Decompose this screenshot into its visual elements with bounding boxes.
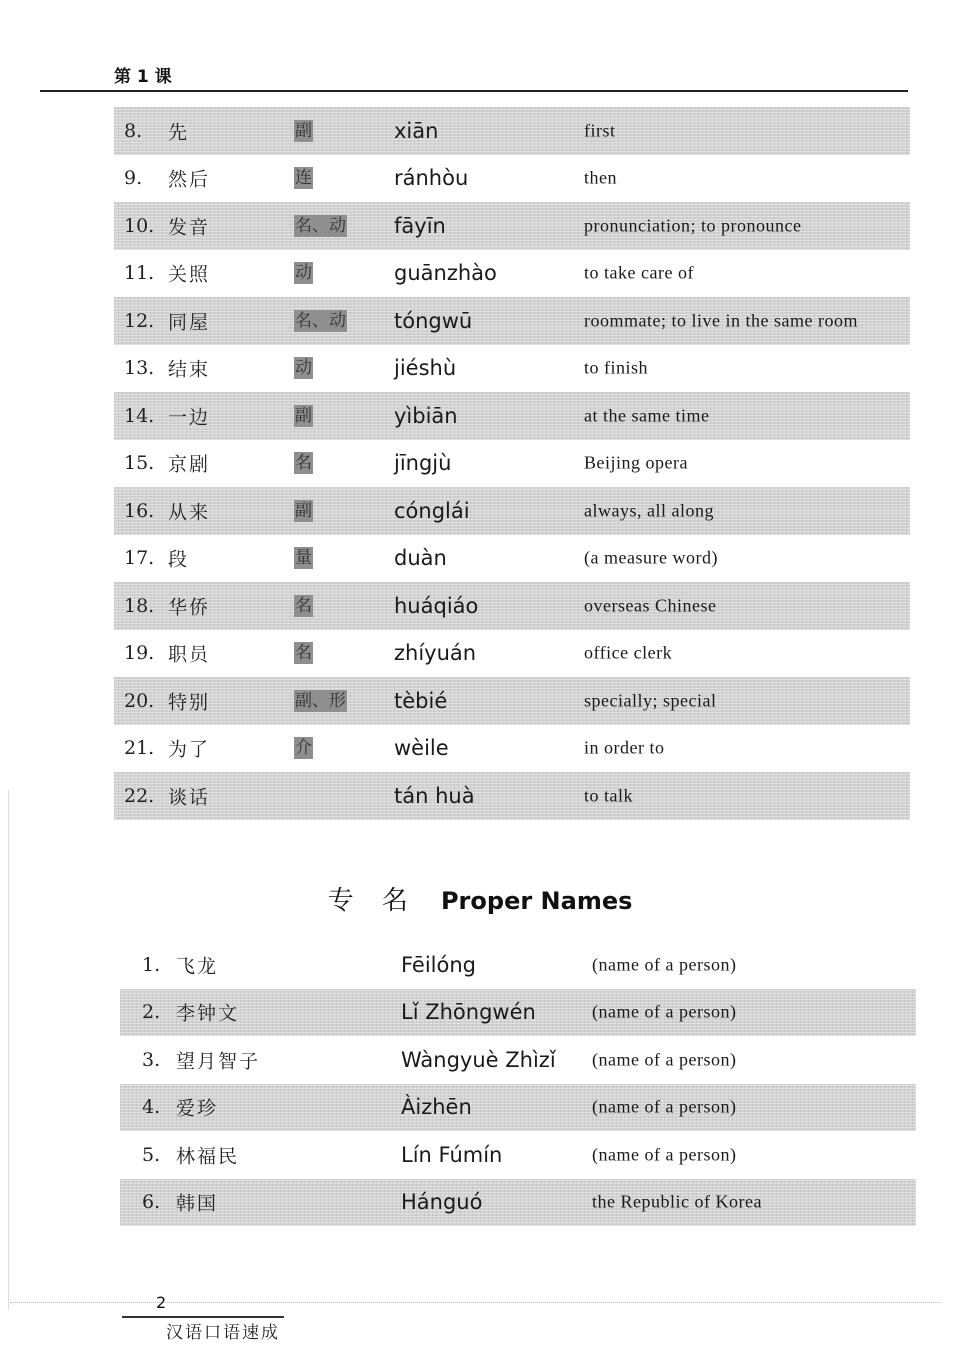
entry-gloss: (name of a person) [592,954,737,975]
entry-pinyin: yìbiān [394,403,458,428]
table-row [114,630,910,678]
entry-part-of-speech: 连 [295,168,312,189]
entry-pinyin: Lín Fúmín [401,1142,503,1167]
entry-pinyin: guānzhào [394,261,497,286]
entry-pinyin: fāyīn [394,213,446,238]
entry-number: 19. [124,642,155,665]
entry-gloss: then [584,167,617,188]
section-title-zh: 专 名 [327,886,418,916]
table-row [120,1131,916,1179]
section-title-en: Proper Names [440,887,633,915]
entry-gloss: roommate; to live in the same room [584,310,858,331]
entry-pinyin: Lǐ Zhōngwén [401,1000,536,1025]
entry-part-of-speech: 副、形 [295,690,346,711]
entry-pinyin: Hánguó [401,1190,483,1215]
entry-pinyin: Àizhēn [401,1095,472,1120]
entry-hanzi: 先 [168,121,190,144]
table-row [120,1036,916,1084]
entry-number: 11. [124,262,155,285]
entry-gloss: in order to [584,737,665,758]
entry-pinyin: Wàngyuè Zhìzǐ [401,1047,556,1072]
entry-pinyin: cónglái [394,498,470,523]
table-row [114,345,910,393]
entry-gloss: overseas Chinese [584,595,717,616]
table-row [114,440,910,488]
table-row [114,250,910,298]
entry-gloss: to finish [584,357,649,378]
entry-gloss: (a measure word) [584,547,718,568]
entry-pinyin: wèile [394,736,449,761]
entry-gloss: Beijing opera [584,452,688,473]
entry-gloss: the Republic of Korea [592,1191,762,1212]
entry-number: 17. [124,547,155,570]
entry-number: 13. [124,357,155,380]
entry-gloss: specially; special [584,690,717,711]
entry-hanzi: 然后 [168,168,211,191]
entry-hanzi: 段 [168,548,190,571]
section-title-proper-names [0,880,960,917]
entry-part-of-speech: 名、动 [295,215,346,236]
entry-pinyin: tán huà [394,783,475,808]
entry-part-of-speech: 动 [295,358,312,379]
entry-pinyin: duàn [394,546,447,571]
entry-part-of-speech: 副 [295,120,312,141]
entry-hanzi: 为了 [168,738,211,761]
entry-part-of-speech: 名 [295,453,312,474]
entry-part-of-speech: 名 [295,643,312,664]
vocabulary-table [114,107,910,820]
entry-part-of-speech: 副 [295,500,312,521]
entry-number: 1. [142,953,161,976]
entry-hanzi: 发音 [168,216,211,239]
entry-number: 3. [142,1048,161,1071]
entry-hanzi: 一边 [168,406,211,429]
entry-pinyin: ránhòu [394,166,469,191]
table-row [120,941,916,989]
entry-part-of-speech: 介 [295,738,312,759]
entry-hanzi: 结束 [168,358,211,381]
entry-number: 20. [124,689,155,712]
entry-number: 5. [142,1143,161,1166]
entry-hanzi: 特别 [168,691,211,714]
table-row [114,487,910,535]
table-row [114,772,910,820]
entry-hanzi: 望月智子 [176,1050,261,1073]
entry-part-of-speech: 副 [295,405,312,426]
table-row [114,677,910,725]
table-row [114,107,910,155]
entry-pinyin: tèbié [394,688,448,713]
entry-hanzi: 爱珍 [176,1097,219,1120]
entry-hanzi: 京剧 [168,453,211,476]
entry-hanzi: 同屋 [168,311,211,334]
entry-pinyin: xiān [394,118,439,143]
footer-dotted-rule [10,1302,940,1303]
proper-names-table [120,941,916,1226]
entry-gloss: to take care of [584,262,694,283]
lesson-label: 第 1 课 [114,67,172,87]
table-row [120,1179,916,1227]
entry-gloss: (name of a person) [592,1096,737,1117]
entry-gloss: pronunciation; to pronounce [584,215,802,236]
entry-pinyin: zhíyuán [394,641,477,666]
page-header [40,60,908,92]
table-row [114,535,910,583]
entry-hanzi: 李钟文 [176,1002,240,1025]
entry-hanzi: 谈话 [168,786,211,809]
entry-number: 2. [142,1001,161,1024]
entry-pinyin: tóngwū [394,308,473,333]
entry-pinyin: jīngjù [394,451,452,476]
table-row [114,725,910,773]
table-row [114,155,910,203]
entry-number: 6. [142,1191,161,1214]
entry-gloss: (name of a person) [592,1049,737,1070]
entry-pinyin: jiéshù [394,356,457,381]
entry-part-of-speech: 量 [295,548,312,569]
entry-number: 15. [124,452,155,475]
entry-hanzi: 从来 [168,501,211,524]
table-row [114,392,910,440]
entry-number: 21. [124,737,155,760]
entry-part-of-speech: 名、动 [295,310,346,331]
entry-number: 18. [124,594,155,617]
entry-hanzi: 职员 [168,643,211,666]
table-row [114,582,910,630]
entry-hanzi: 华侨 [168,596,211,619]
entry-pinyin: Fēilóng [401,952,477,977]
entry-pinyin: huáqiáo [394,593,479,618]
entry-gloss: (name of a person) [592,1144,737,1165]
entry-number: 10. [124,214,155,237]
entry-hanzi: 飞龙 [176,955,219,978]
entry-part-of-speech: 动 [295,263,312,284]
entry-number: 16. [124,499,155,522]
table-row [114,297,910,345]
entry-gloss: always, all along [584,500,714,521]
entry-number: 8. [124,119,143,142]
book-title: 汉语口语速成 [166,1323,280,1343]
table-row [120,989,916,1037]
entry-gloss: to talk [584,785,633,806]
entry-hanzi: 林福民 [176,1145,240,1168]
table-row [114,202,910,250]
entry-number: 22. [124,784,155,807]
scan-margin-mark [8,790,9,1310]
entry-number: 12. [124,309,155,332]
entry-number: 14. [124,404,155,427]
entry-gloss: at the same time [584,405,710,426]
entry-gloss: (name of a person) [592,1001,737,1022]
entry-gloss: first [584,120,616,141]
entry-part-of-speech: 名 [295,595,312,616]
page-number: 2 [156,1293,167,1312]
entry-gloss: office clerk [584,642,673,663]
entry-number: 9. [124,167,143,190]
entry-number: 4. [142,1096,161,1119]
entry-hanzi: 韩国 [176,1192,219,1215]
table-row [120,1084,916,1132]
entry-hanzi: 关照 [168,263,211,286]
